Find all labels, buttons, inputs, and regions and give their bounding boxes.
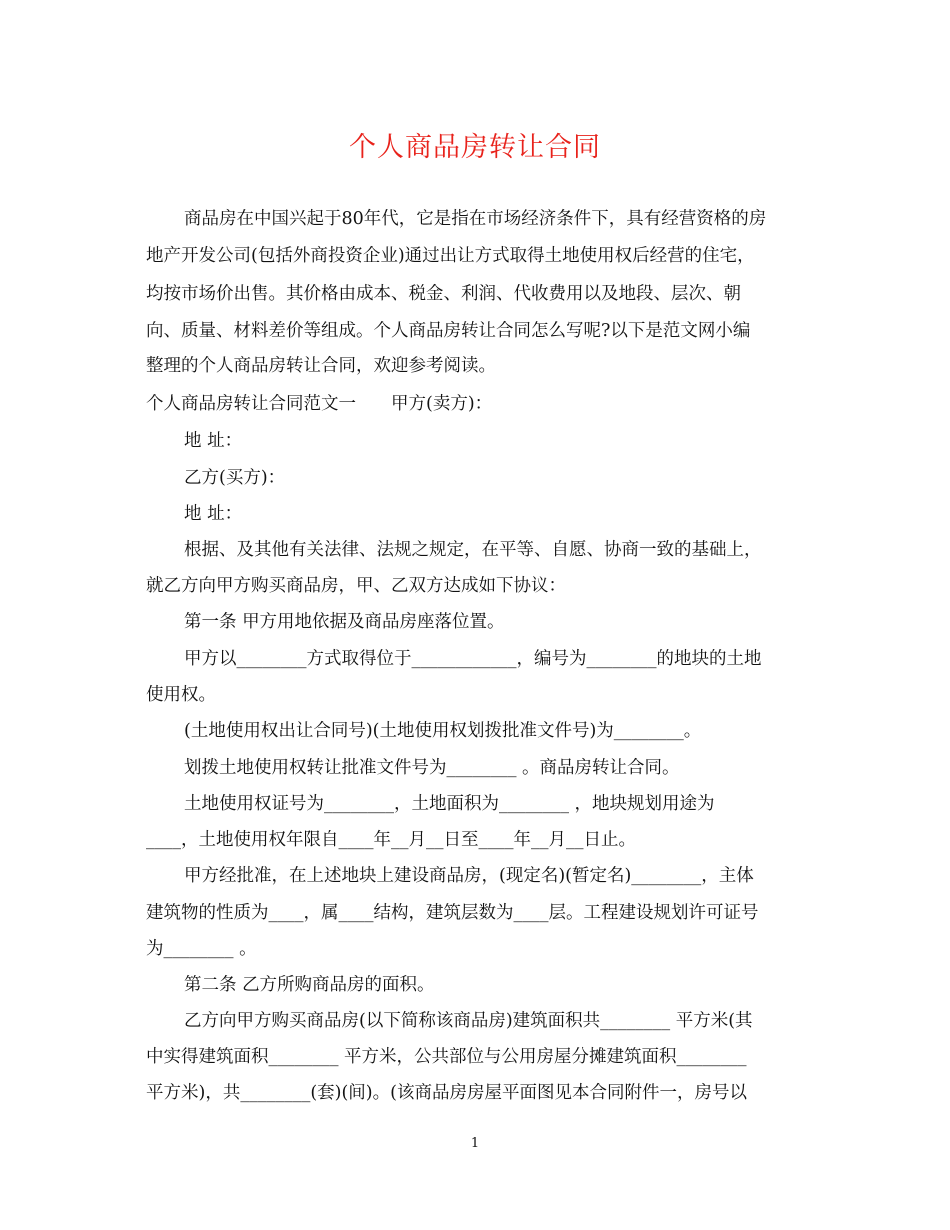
paragraph-line: 平方米)，共________(套)(间)。(该商品房房屋平面图见本合同附件一，房号以 (146, 1083, 747, 1103)
paragraph-line: 甲方以________方式取得位于____________，编号为________的地块的土地 (184, 649, 762, 669)
document-title: 个人商品房转让合同 (349, 132, 601, 163)
page-number: 1 (470, 1136, 480, 1151)
paragraph-line: 为________ 。 (146, 939, 257, 959)
paragraph-line: 甲方经批准，在上述地块上建设商品房，(现定名)(暂定名)________，主体 (184, 866, 754, 886)
paragraph-line: 建筑物的性质为____，属____结构，建筑层数为____层。工程建设规划许可证号 (146, 903, 759, 923)
paragraph-line: 根据、及其他有关法律、法规之规定，在平等、自愿、协商一致的基础上， (184, 540, 762, 560)
paragraph-line: 均按市场价出售。其价格由成本、税金、利润、代收费用以及地段、层次、朝 (146, 284, 741, 304)
paragraph-line: 地 址： (184, 431, 243, 451)
paragraph-line: 整理的个人商品房转让合同，欢迎参考阅读。 (146, 356, 496, 376)
paragraph-line: 地产开发公司(包括外商投资企业)通过出让方式取得土地使用权后经营的住宅， (146, 246, 755, 266)
paragraph-line: 使用权。 (146, 685, 216, 705)
paragraph-line: (土地使用权出让合同号)(土地使用权划拨批准文件号)为________。 (184, 721, 702, 741)
paragraph-line: 土地使用权证号为________，土地面积为________ ，地块规划用途为 (184, 794, 715, 814)
paragraph-line: 乙方向甲方购买商品房(以下简称该商品房)建筑面积共________ 平方米(其 (184, 1011, 753, 1031)
paragraph-line: 地 址： (184, 504, 243, 524)
article-heading: 第二条 乙方所购商品房的面积。 (184, 975, 435, 995)
paragraph-line: 乙方(买方)： (184, 468, 286, 488)
paragraph-line: 划拨土地使用权转让批准文件号为________ 。商品房转让合同。 (184, 758, 680, 778)
paragraph-line: 商品房在中国兴起于80年代，它是指在市场经济条件下，具有经营资格的房 (184, 209, 767, 229)
paragraph-line: 中实得建筑面积________ 平方米，公共部位与公用房屋分摊建筑面积________ (146, 1047, 747, 1067)
paragraph-line: ____，土地使用权年限自____年__月__日至____年__月__日止。 (146, 830, 636, 850)
article-heading: 第一条 甲方用地依据及商品房座落位置。 (184, 612, 505, 632)
paragraph-line: 向、质量、材料差价等组成。个人商品房转让合同怎么写呢?以下是范文网小编 (146, 321, 751, 341)
paragraph-line: 就乙方向甲方购买商品房，甲、乙双方达成如下协议： (146, 576, 566, 596)
section-heading: 个人商品房转让合同范文一 甲方(卖方)： (146, 394, 493, 414)
